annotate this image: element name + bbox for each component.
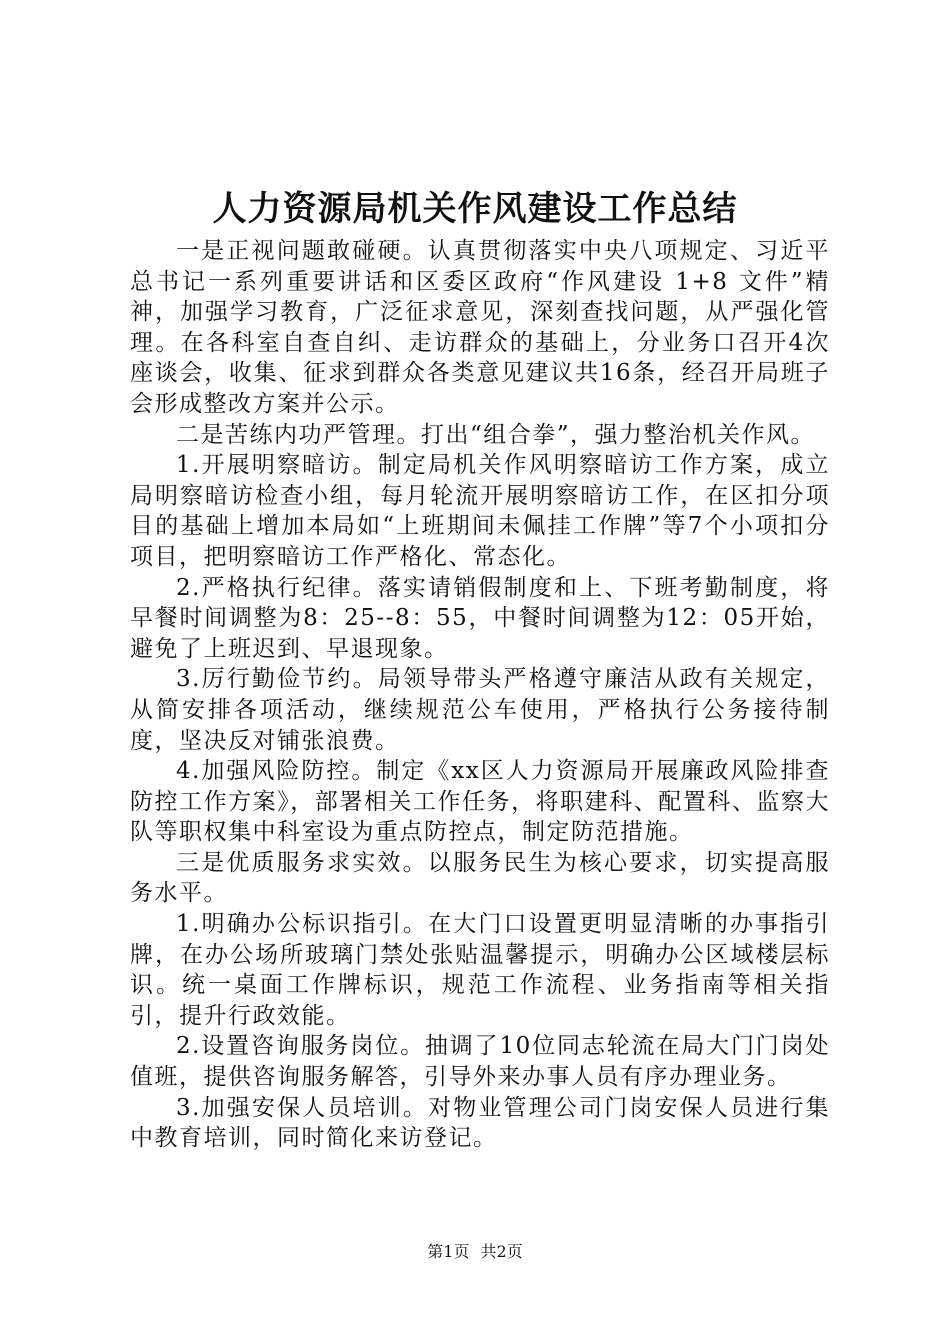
paragraph-6: 4.加强风险防控。制定《xx区人力资源局开展廉政风险排查防控工作方案》，部署相关工作任务，将职建科、配置科、监察大队等职权集中科室设为重点防控点，制定防范措施。 bbox=[130, 758, 830, 846]
paragraph-9: 2.设置咨询服务岗位。抽调了10位同志轮流在局大门门岗处值班，提供咨询服务解答，引导外来办事人员有序办理业务。 bbox=[130, 1033, 830, 1091]
document-body bbox=[130, 236, 830, 1154]
page-number-current: 第1页 bbox=[427, 1242, 470, 1261]
paragraph-3: 1.开展明察暗访。制定局机关作风明察暗访工作方案，成立局明察暗访检查小组，每月轮流开展明察暗访工作，在区扣分项目的基础上增加本局如“上班期间未佩挂工作牌”等7个小项扣分项目，把明察暗访工作严格化、常态化。 bbox=[130, 452, 830, 570]
paragraph-2: 二是苦练内功严管理。打出“组合拳”，强力整治机关作风。 bbox=[176, 421, 816, 448]
paragraph-10: 3.加强安保人员培训。对物业管理公司门岗安保人员进行集中教育培训，同时简化来访登记。 bbox=[130, 1094, 830, 1152]
paragraph-7: 三是优质服务求实效。以服务民生为核心要求，切实提高服务水平。 bbox=[130, 849, 830, 907]
paragraph-8: 1.明确办公标识指引。在大门口设置更明显清晰的办事指引牌，在办公场所玻璃门禁处张贴温馨提示，明确办公区域楼层标识。统一桌面工作牌标识，规范工作流程、业务指南等相关指引，提升行政效能。 bbox=[130, 911, 830, 1029]
document-title: 人力资源局机关作风建设工作总结 bbox=[212, 189, 738, 229]
page-footer bbox=[0, 1240, 950, 1264]
page-number-total: 共2页 bbox=[480, 1242, 523, 1261]
paragraph-4: 2.严格执行纪律。落实请销假制度和上、下班考勤制度，将早餐时间调整为8：25--8：55，中餐时间调整为12：05开始，避免了上班迟到、早退现象。 bbox=[130, 574, 830, 662]
paragraph-1: 一是正视问题敢碰硬。认真贯彻落实中央八项规定、习近平总书记一系列重要讲话和区委区政府“作风建设 1+8 文件”精神，加强学习教育，广泛征求意见，深刻查找问题，从严强化管理。在各科室自查自纠、走访群众的基础上，分业务口召开4次座谈会，收集、征求到群众各类意见建议共16条，经召开局班子会形成整改方案并公示。 bbox=[130, 238, 830, 417]
paragraph-5: 3.厉行勤俭节约。局领导带头严格遵守廉洁从政有关规定，从简安排各项活动，继续规范公车使用，严格执行公务接待制度，坚决反对铺张浪费。 bbox=[130, 666, 830, 754]
